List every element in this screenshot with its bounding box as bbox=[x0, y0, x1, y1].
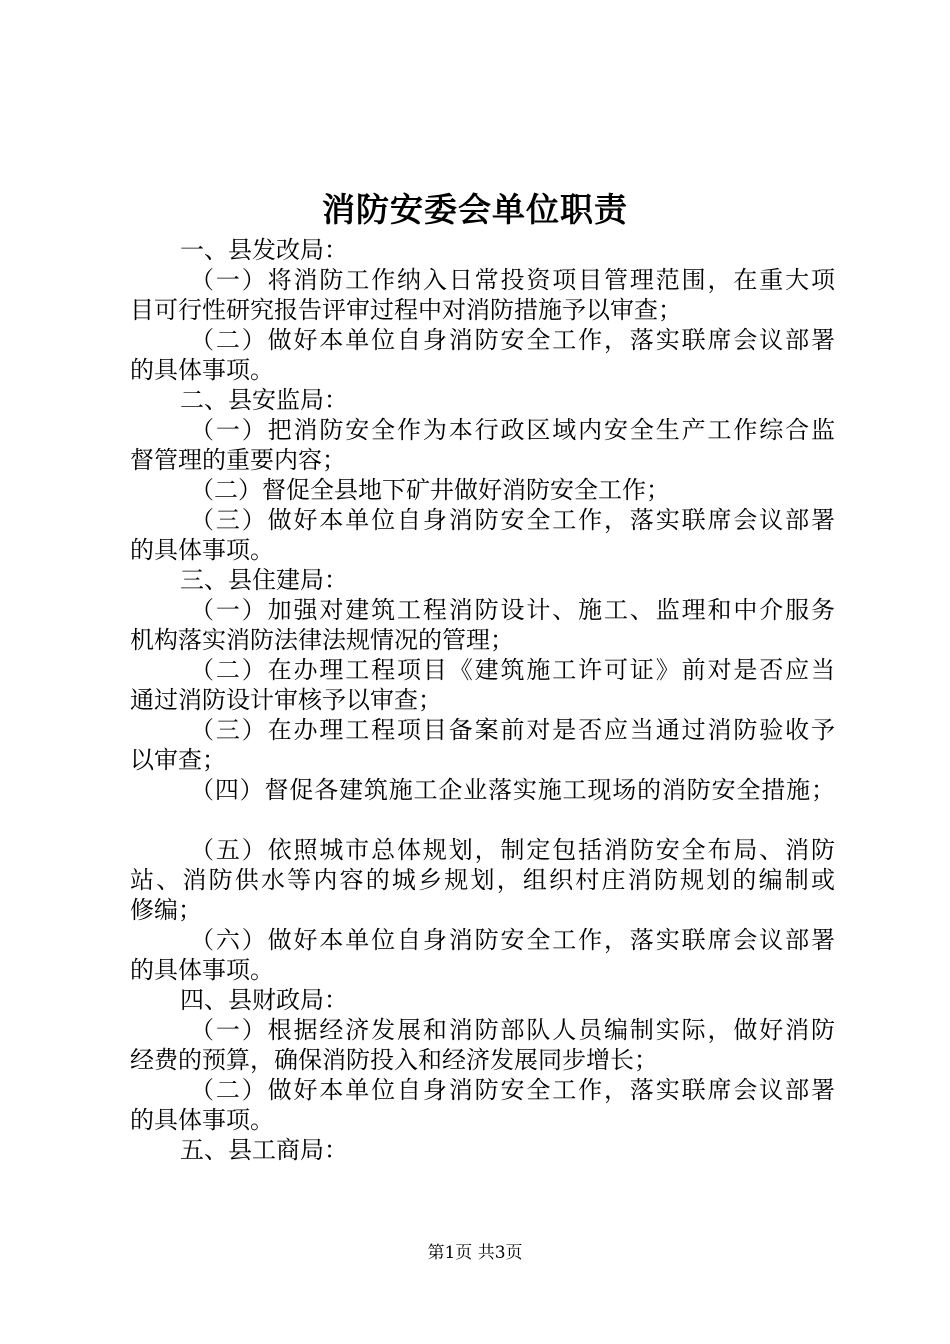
paragraph-line: （一）把消防安全作为本行政区域内安全生产工作综合监 bbox=[190, 416, 835, 444]
paragraph-line: 以审查； bbox=[130, 746, 226, 774]
paragraph-line: （一）根据经济发展和消防部队人员编制实际，做好消防 bbox=[190, 1016, 835, 1044]
paragraph-line: （六）做好本单位自身消防安全工作，落实联席会议部署 bbox=[190, 926, 835, 954]
paragraph-line: 目可行性研究报告评审过程中对消防措施予以审查； bbox=[130, 296, 682, 324]
document-title: 消防安委会单位职责 bbox=[322, 190, 628, 229]
paragraph-line: 经费的预算，确保消防投入和经济发展同步增长； bbox=[130, 1046, 658, 1074]
paragraph-line: 通过消防设计审核予以审查； bbox=[130, 686, 442, 714]
paragraph-line: （三）做好本单位自身消防安全工作，落实联席会议部署 bbox=[190, 506, 835, 534]
section-heading: 二、县安监局： bbox=[180, 386, 348, 414]
paragraph-line: 的具体事项。 bbox=[130, 956, 274, 984]
paragraph-line: 的具体事项。 bbox=[130, 356, 274, 384]
paragraph-line: 的具体事项。 bbox=[130, 1106, 274, 1134]
paragraph-line: （三）在办理工程项目备案前对是否应当通过消防验收予 bbox=[190, 716, 835, 744]
paragraph-line: 站、消防供水等内容的城乡规划，组织村庄消防规划的编制或 bbox=[130, 866, 835, 894]
paragraph-line: 督管理的重要内容； bbox=[130, 446, 346, 474]
paragraph-line: （二）做好本单位自身消防安全工作，落实联席会议部署 bbox=[190, 1076, 835, 1104]
document-body bbox=[130, 235, 835, 1165]
paragraph-line: （五）依照城市总体规划，制定包括消防安全布局、消防 bbox=[190, 836, 835, 864]
paragraph-line: （二）在办理工程项目《建筑施工许可证》前对是否应当 bbox=[190, 656, 835, 684]
paragraph-line: 修编； bbox=[130, 896, 202, 924]
paragraph-line: 机构落实消防法律法规情况的管理； bbox=[130, 626, 514, 654]
paragraph-line: 的具体事项。 bbox=[130, 536, 274, 564]
blank-line bbox=[130, 805, 835, 835]
section-heading: 一、县发改局： bbox=[180, 236, 348, 264]
page-number: 第1页 共3页 bbox=[427, 1243, 523, 1263]
section-heading: 四、县财政局： bbox=[180, 986, 348, 1014]
paragraph-line: （四）督促各建筑施工企业落实施工现场的消防安全措施； bbox=[190, 776, 835, 804]
paragraph-line: （二）督促全县地下矿井做好消防安全工作； bbox=[190, 476, 670, 504]
section-heading: 五、县工商局： bbox=[180, 1136, 348, 1164]
paragraph-line: （二）做好本单位自身消防安全工作，落实联席会议部署 bbox=[190, 326, 835, 354]
paragraph-line: （一）将消防工作纳入日常投资项目管理范围，在重大项 bbox=[190, 266, 835, 294]
section-heading: 三、县住建局： bbox=[180, 566, 348, 594]
paragraph-line: （一）加强对建筑工程消防设计、施工、监理和中介服务 bbox=[190, 596, 835, 624]
